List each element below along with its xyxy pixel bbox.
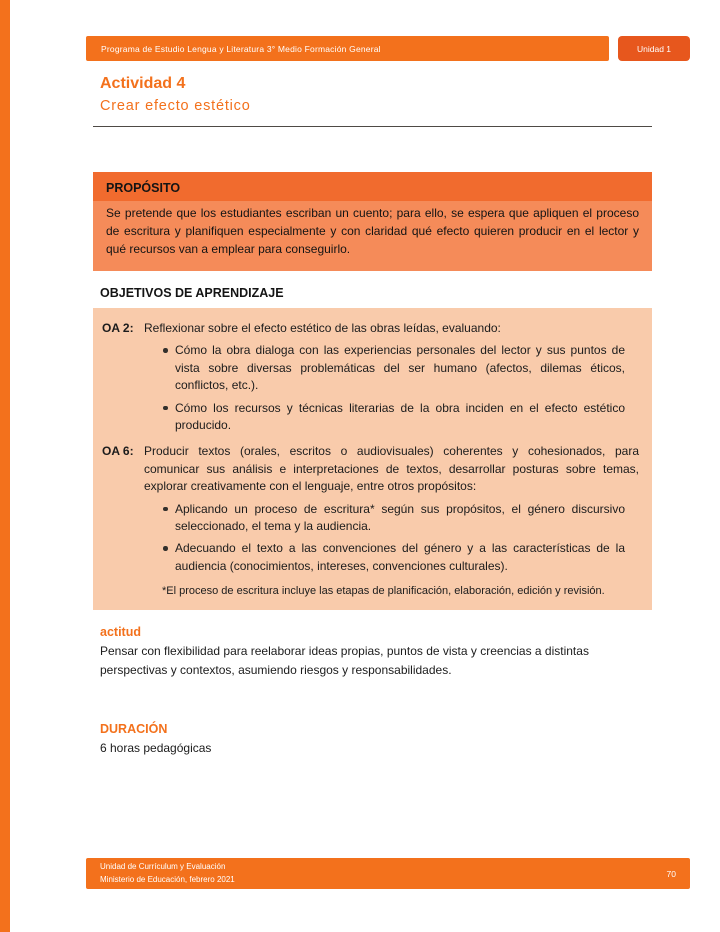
- left-accent-strip: [0, 0, 10, 932]
- unit-badge: [618, 36, 690, 61]
- actitud-heading: actitud: [100, 625, 141, 640]
- objetivos-box: [93, 308, 652, 610]
- page-header: [86, 36, 690, 61]
- footer-institution-line2: Ministerio de Educación, febrero 2021: [100, 874, 235, 884]
- program-header-text: Programa de Estudio Lengua y Literatura 3° Medio Formación General: [101, 43, 381, 54]
- objetivos-heading: OBJETIVOS DE APRENDIZAJE: [100, 286, 284, 300]
- oa2-row: [102, 320, 639, 337]
- footer-institution-line1: Unidad de Currículum y Evaluación: [100, 862, 226, 872]
- footer-page-number: 70: [666, 868, 676, 879]
- oa2-text: Reflexionar sobre el efecto estético de las obras leídas, evaluando:: [144, 321, 501, 335]
- oa6-bullet-list: [162, 501, 625, 576]
- bullet-item: Cómo la obra dialoga con las experiencias personales del lector y sus puntos de vista sobre diversas problemáticas del ser humano (afectos, dilemas éticos, conflictos, etc.).: [162, 342, 625, 394]
- duracion-section: [93, 722, 652, 758]
- proposito-heading: PROPÓSITO: [93, 172, 652, 201]
- proposito-body: Se pretende que los estudiantes escriban un cuento; para ello, se espera que apliquen el proceso de escritura y planifiquen especialmente y con claridad qué efecto quieren producir en el lector y qué recursos van a emplear para conseguirlo.: [93, 201, 652, 271]
- footer-institution: [100, 861, 235, 886]
- actitud-body: Pensar con flexibilidad para reelaborar ideas propias, puntos de vista y creencias a distintas perspectivas y contextos, asumiendo riesgos y responsabilidades.: [100, 644, 589, 678]
- activity-title: Actividad 4: [100, 75, 186, 92]
- program-header-bar: [86, 36, 609, 61]
- page-content: [93, 75, 652, 759]
- activity-subtitle: Crear efecto estético: [100, 98, 251, 114]
- oa6-text: Producir textos (orales, escritos o audiovisuales) coherentes y cohesionados, para comunicar sus análisis e interpretaciones de textos, desarrollar posturas sobre temas, explorar creativamente con el lenguaje, entre otros propósitos:: [144, 444, 639, 494]
- title-divider: [93, 126, 652, 127]
- oa-footnote: *El proceso de escritura incluye las etapas de planificación, elaboración, edición y revisión.: [162, 585, 605, 598]
- unit-badge-label: Unidad 1: [636, 43, 672, 54]
- oa6-row: [102, 443, 639, 495]
- page-footer-bar: [86, 858, 690, 889]
- oa2-label: OA 2:: [102, 321, 134, 335]
- duracion-heading: DURACIÓN: [100, 722, 168, 737]
- oa6-label: OA 6:: [102, 444, 134, 459]
- duracion-body: 6 horas pedagógicas: [100, 741, 212, 756]
- proposito-box: [93, 172, 652, 271]
- bullet-item: Aplicando un proceso de escritura* según sus propósitos, el género discursivo seleccionado, el tema y la audiencia.: [162, 501, 625, 536]
- bullet-item: Adecuando el texto a las convenciones del género y a las características de la audiencia (conocimientos, intereses, convenciones culturales).: [162, 540, 625, 575]
- actitud-section: [93, 625, 652, 680]
- bullet-item: Cómo los recursos y técnicas literarias de la obra inciden en el efecto estético producido.: [162, 400, 625, 435]
- oa2-bullet-list: [162, 342, 625, 434]
